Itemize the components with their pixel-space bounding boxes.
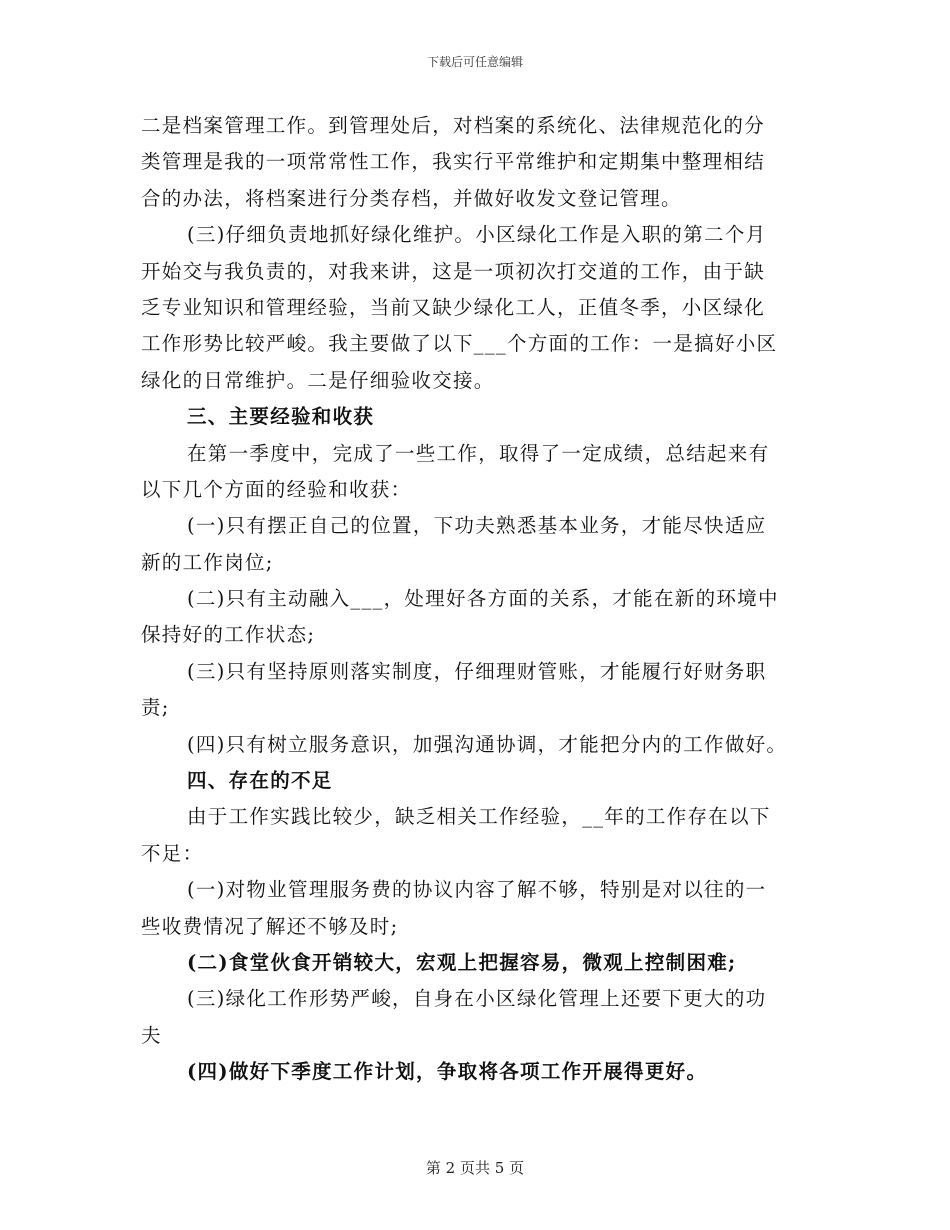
text-line: (二)只有主动融入___，处理好各方面的关系，才能在新的环境中: [187, 587, 779, 611]
text-line: (三)绿化工作形势严峻，自身在小区绿化管理上还要下更大的功: [187, 987, 767, 1011]
text-line: 合的办法，将档案进行分类存档，并做好收发文登记管理。: [141, 186, 682, 210]
text-line-bold: (四)做好下季度工作计划，争取将各项工作开展得更好。: [187, 1060, 708, 1084]
section-heading: 四、存在的不足: [187, 769, 333, 793]
text-line: 类管理是我的一项常常性工作，我实行平常维护和定期集中整理相结: [141, 150, 766, 174]
document-body: [141, 108, 811, 1091]
page-header: 下载后可任意编辑: [426, 55, 523, 69]
text-line: (三)只有坚持原则落实制度，仔细理财管账，才能履行好财务职: [187, 659, 767, 683]
text-line: 绿化的日常维护。二是仔细验收交接。: [141, 368, 495, 392]
text-line: 不足：: [141, 841, 204, 865]
text-line-bold: (二)食堂伙食开销较大，宏观上把握容易，微观上控制困难;: [187, 950, 737, 974]
text-line: (三)仔细负责地抓好绿化维护。小区绿化工作是入职的第二个月: [187, 223, 767, 247]
text-line: 以下几个方面的经验和收获：: [141, 477, 412, 501]
text-line: 在第一季度中，完成了一些工作，取得了一定成绩，总结起来有: [187, 441, 770, 465]
text-line: 保持好的工作状态;: [141, 623, 316, 647]
text-line: (一)对物业管理服务费的协议内容了解不够，特别是对以往的一: [187, 878, 767, 902]
text-line: 夫: [141, 1023, 162, 1047]
text-line: (四)只有树立服务意识，加强沟通协调，才能把分内的工作做好。: [187, 732, 788, 756]
text-line: (一)只有摆正自己的位置，下功夫熟悉基本业务，才能尽快适应: [187, 514, 767, 538]
text-line: 开始交与我负责的，对我来讲，这是一项初次打交道的工作，由于缺: [141, 259, 766, 283]
text-line: 工作形势比较严峻。我主要做了以下___个方面的工作：一是搞好小区: [141, 332, 778, 356]
text-line: 二是档案管理工作。到管理处后，对档案的系统化、法律规范化的分: [141, 114, 766, 137]
text-line: 些收费情况了解还不够及时;: [141, 914, 399, 938]
text-line: 责;: [141, 696, 170, 720]
section-heading: 三、主要经验和收获: [187, 405, 375, 429]
text-line: 由于工作实践比较少，缺乏相关工作经验，__年的工作存在以下: [187, 805, 771, 829]
text-line: 乏专业知识和管理经验，当前又缺少绿化工人，正值冬季，小区绿化: [141, 295, 766, 319]
page-footer: 第 2 页共 5 页: [425, 1159, 525, 1177]
text-line: 新的工作岗位;: [141, 550, 274, 574]
